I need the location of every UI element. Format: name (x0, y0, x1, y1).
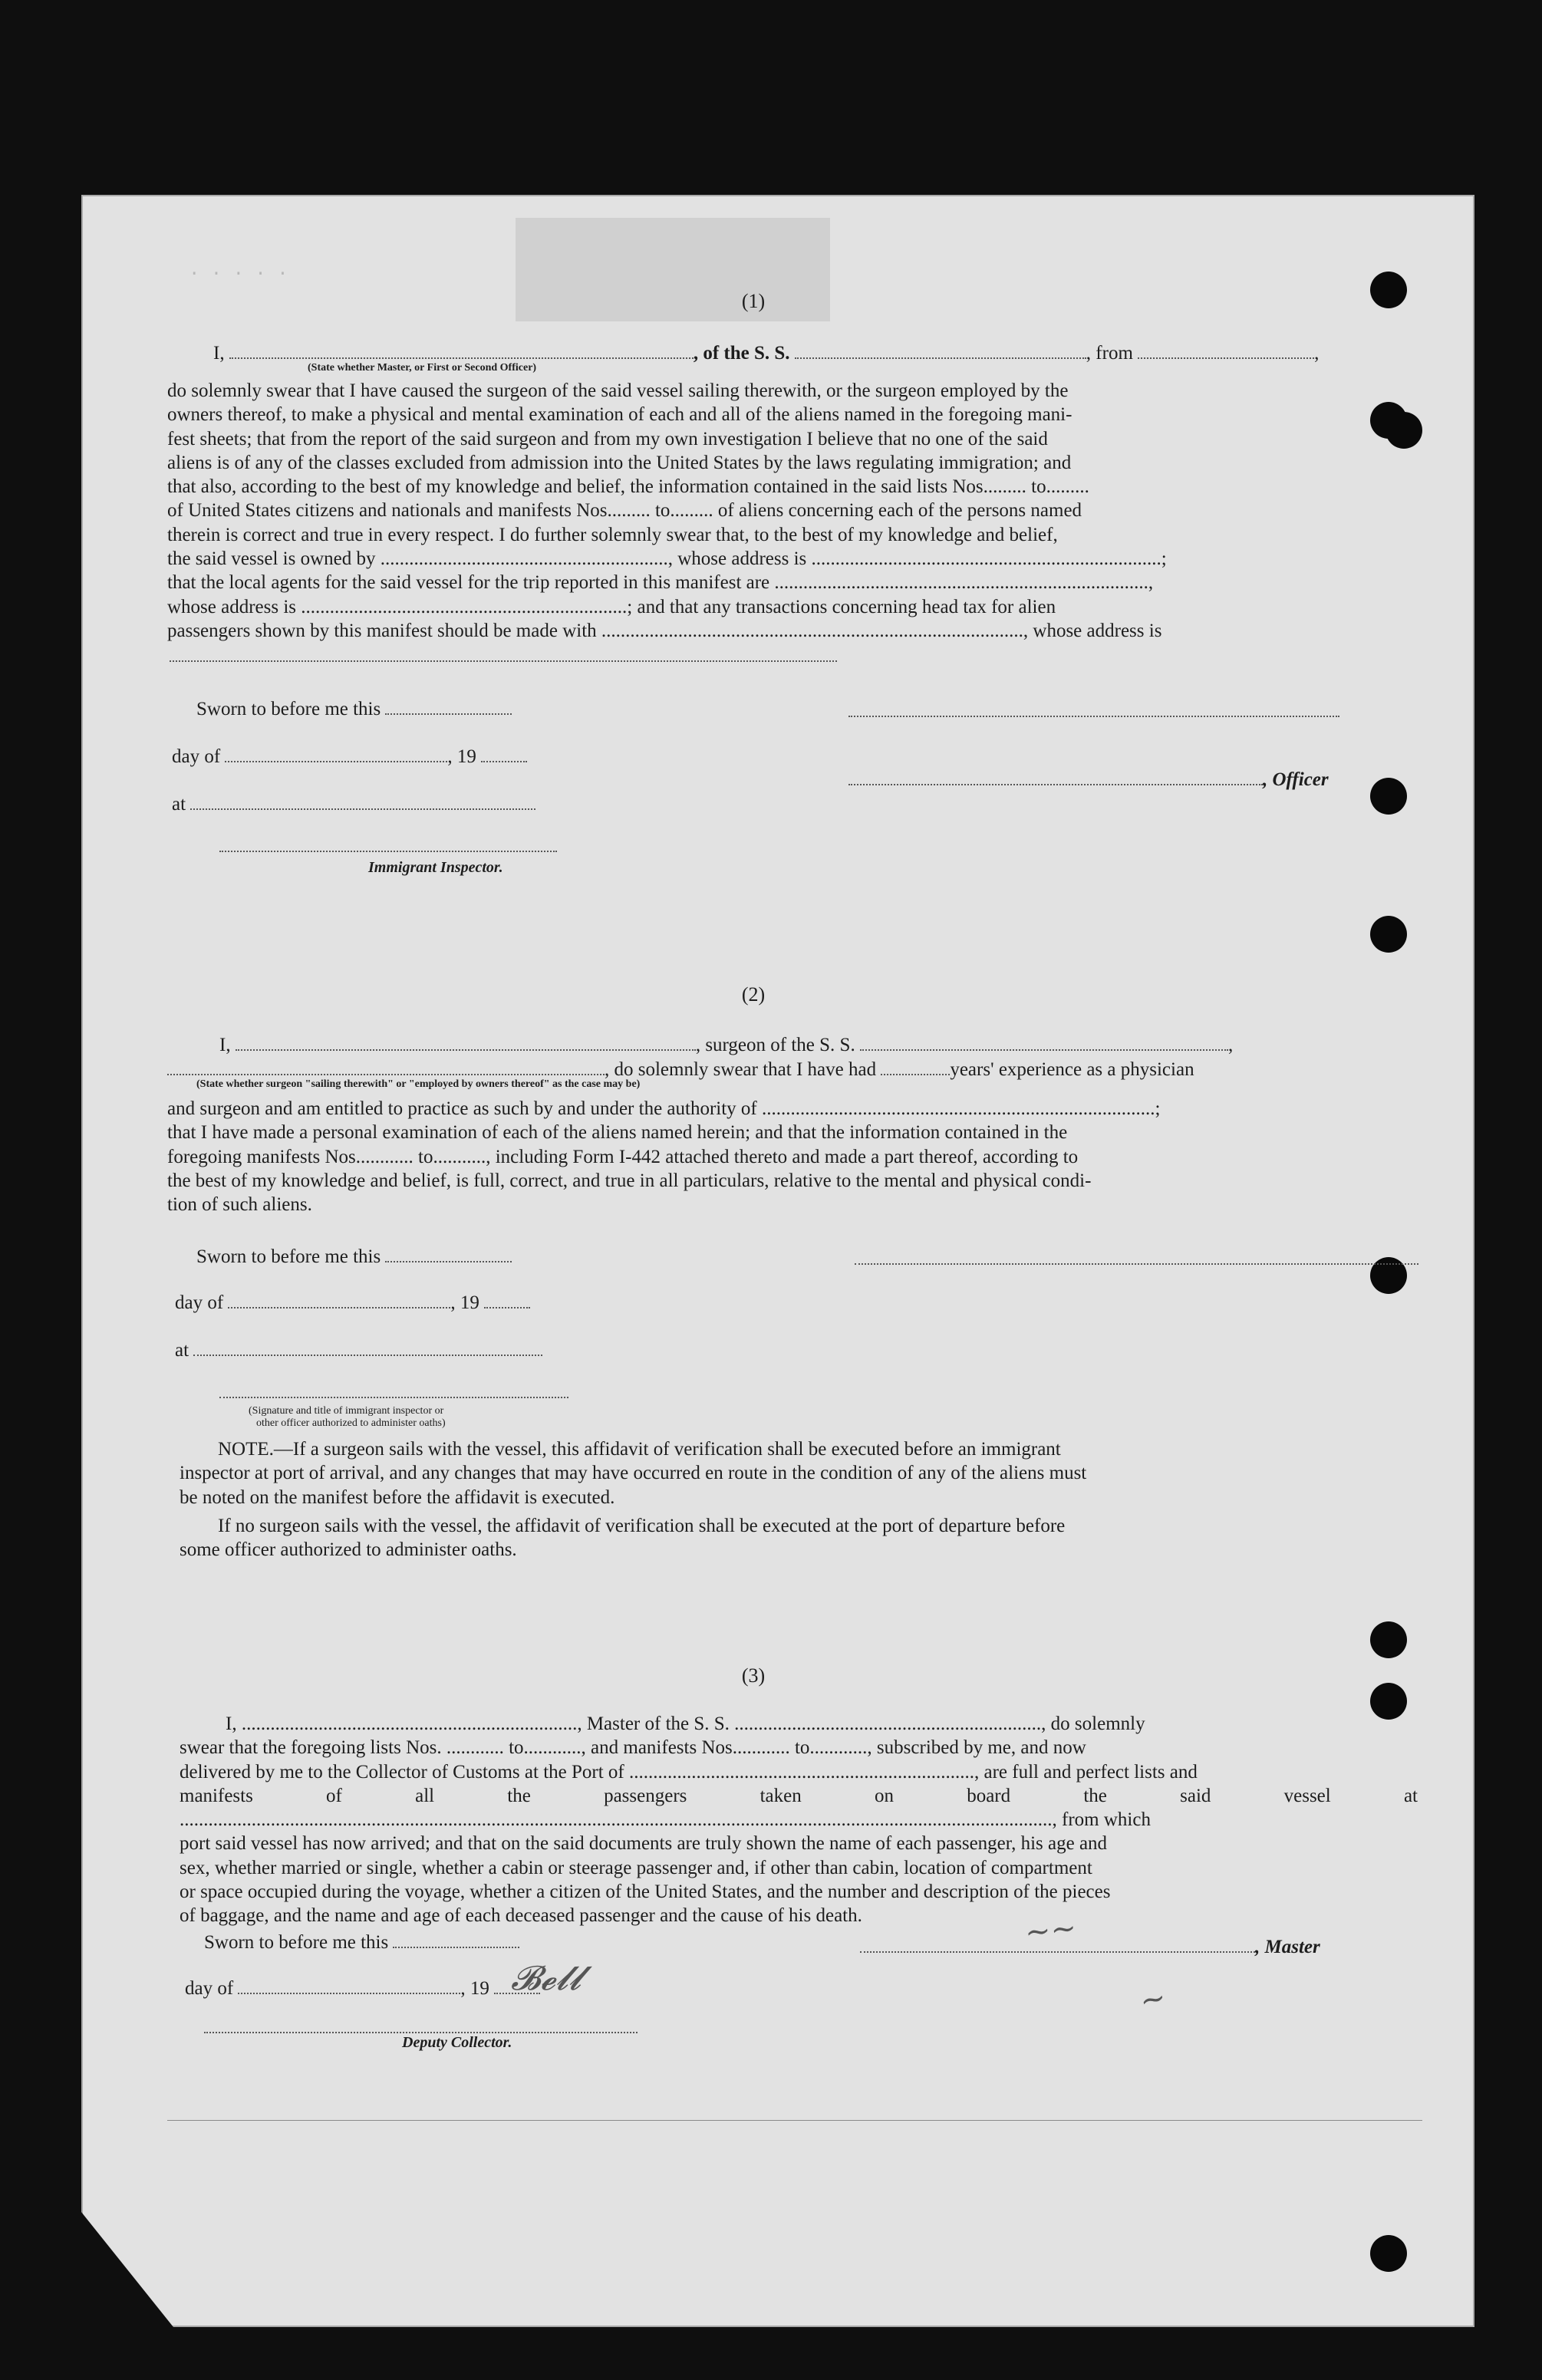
s3-line: I, ......................................................................, Master of the S. S. ................................................................, do solemnly (226, 1713, 1145, 1734)
section-3-number: (3) (741, 1664, 766, 1687)
sworn-label: Sworn to before me this (196, 698, 381, 719)
collector-signature-blank[interactable] (204, 2020, 638, 2033)
inspector-signature-blank[interactable] (219, 839, 557, 852)
s1-sworn (196, 695, 512, 720)
s3-master (860, 1933, 1320, 1958)
from-blank[interactable] (1138, 339, 1314, 359)
section-1-line-1 (213, 339, 1319, 364)
at-label: at (175, 1339, 189, 1361)
s1-line: do solemnly swear that I have caused the surgeon of the said vessel sailing therewith, or the surgeon employed by the (167, 380, 1069, 401)
year-label: , 19 (447, 746, 476, 767)
note2-paragraph (180, 1514, 1418, 1562)
s1-line: whose address is ....................................................................; and that any transactions concerning head tax for alien (167, 596, 1056, 617)
s1-officer (848, 765, 1329, 791)
s1-line: that also, according to the best of my knowledge and belief, the information contained in the said lists Nos......... to......... (167, 476, 1089, 498)
comma: , (1314, 342, 1320, 364)
s3-line: manifests of all the passengers taken on board the said vessel at ......................................................................................................................................................................................, from which (180, 1785, 1418, 1831)
year-blank[interactable] (481, 742, 527, 762)
s2-line: the best of my knowledge and belief, is full, correct, and true in all particulars, relative to the mental and physical condi- (167, 1170, 1092, 1191)
s1-day (172, 742, 527, 768)
s1-line: of United States citizens and nationals and manifests Nos......... to......... of aliens concerning each of the persons named (167, 500, 1082, 522)
s3-line: swear that the foregoing lists Nos. ............ to............, and manifests Nos............ to............, subscribed by me, and now (180, 1737, 1086, 1759)
section-1-number: (1) (741, 290, 766, 312)
s3-line: port said vessel has now arrived; and that on the said documents are truly shown the name of each passenger, his age and (180, 1833, 1108, 1855)
surgeon-type-blank[interactable] (167, 1055, 605, 1075)
at-blank[interactable] (193, 1336, 542, 1356)
s2-sworn (196, 1243, 512, 1268)
text-i: I, (213, 342, 225, 364)
sworn-label: Sworn to before me this (204, 1931, 389, 1953)
sworn-blank[interactable] (393, 1928, 519, 1948)
s1-line: therein is correct and true in every respect. I do further solemnly swear that, to the best of my knowledge and belief, (167, 524, 1058, 545)
note2-line: some officer authorized to administer oaths. (180, 1539, 517, 1561)
note-line: be noted on the manifest before the affidavit is executed. (180, 1486, 615, 1508)
note-paragraph (180, 1437, 1418, 1509)
day-blank[interactable] (228, 1289, 450, 1309)
sworn-label: Sworn to before me this (196, 1246, 381, 1267)
years-label: years' experience as a physician (950, 1058, 1194, 1080)
s2-line: foregoing manifests Nos............ to..........., including Form I-442 attached thereto and made a part thereof, according to (167, 1146, 1079, 1167)
binder-hole (1370, 272, 1407, 308)
torn-corner (81, 2212, 173, 2327)
s1-line: that the local agents for the said vessel for the trip reported in this manifest are .............................................................................., (167, 572, 1154, 594)
text-i: I, (219, 1034, 231, 1055)
deputy-collector-label: Deputy Collector. (402, 2034, 512, 2051)
binder-hole (1370, 778, 1407, 815)
day-blank[interactable] (238, 1974, 460, 1994)
year-label: , 19 (460, 1977, 489, 1999)
officer-signature-blank[interactable] (219, 1385, 568, 1398)
section-1-paragraph (167, 379, 1418, 643)
binder-hole (1370, 916, 1407, 953)
surgeon-of-ss-label: , surgeon of the S. S. (695, 1034, 855, 1055)
section-1-caption: (State whether Master, or First or Second Officer) (308, 362, 537, 374)
vessel-blank[interactable] (795, 339, 1086, 359)
comma: , (1227, 1034, 1234, 1055)
s2-line: tion of such aliens. (167, 1194, 312, 1216)
margin-handwriting: ~ (1136, 1980, 1169, 2020)
section-2-line-1 (219, 1031, 1233, 1056)
s1-line: owners thereof, to make a physical and mental examination of each and all of the aliens named in the foregoing mani- (167, 404, 1072, 426)
section-2-number: (2) (741, 983, 766, 1006)
day-blank[interactable] (225, 742, 447, 762)
margin-handwriting: ~~ (1023, 1910, 1079, 1951)
at-label: at (172, 793, 186, 815)
signature-caption-2: other officer authorized to administer oaths) (256, 1417, 446, 1429)
s3-day (185, 1974, 540, 2000)
officer-blank[interactable] (848, 765, 1263, 785)
day-of-label: day of (185, 1977, 234, 1999)
section-2-paragraph (167, 1097, 1418, 1216)
name-blank[interactable] (229, 339, 694, 359)
manifest-page (81, 195, 1474, 2327)
officer-label: , Officer (1263, 769, 1329, 790)
s3-sworn (204, 1928, 519, 1954)
note-line: inspector at port of arrival, and any changes that may have occurred en route in the condition of any of the aliens must (180, 1463, 1087, 1484)
s2-line: and surgeon and am entitled to practice as such by and under the authority of ..................................................................................; (167, 1098, 1161, 1119)
s2-line: that I have made a personal examination of each of the aliens named herein; and that the information contained in the (167, 1122, 1068, 1144)
of-ss-label: , of the S. S. (693, 342, 790, 364)
master-label: , Master (1255, 1936, 1320, 1957)
years-blank[interactable] (881, 1055, 950, 1075)
binder-hole (1370, 1621, 1407, 1658)
immigrant-inspector-label: Immigrant Inspector. (368, 859, 503, 876)
s3-line: of baggage, and the name and age of each deceased passenger and the cause of his death. (180, 1905, 862, 1927)
s2-day (175, 1289, 530, 1314)
surgeon-vessel-blank[interactable] (860, 1031, 1228, 1051)
note-line: NOTE.—If a surgeon sails with the vessel, this affidavit of verification shall be executed before an immigrant (218, 1439, 1061, 1460)
s3-line: delivered by me to the Collector of Customs at the Port of ........................................................................, are full and perfect lists and (180, 1761, 1198, 1783)
note2-line: If no surgeon sails with the vessel, the affidavit of verification shall be executed at the port of departure before (218, 1516, 1066, 1536)
binder-hole (1370, 2235, 1407, 2272)
from-label: , from (1086, 342, 1133, 364)
year-blank[interactable] (484, 1289, 530, 1309)
s1-line: the said vessel is owned by ............................................................, whose address is .........................................................................; (167, 548, 1167, 570)
s2-at (175, 1336, 542, 1361)
bleed-through-text: · · · · · (189, 264, 288, 285)
surgeon-name-blank[interactable] (236, 1031, 696, 1051)
at-blank[interactable] (190, 790, 535, 810)
swear-label: , do solemnly swear that I have had (605, 1058, 877, 1080)
section-2-line-2 (167, 1055, 1194, 1081)
s3-line: sex, whether married or single, whether a cabin or steerage passenger and, if other than cabin, location of compartment (180, 1857, 1092, 1878)
day-of-label: day of (175, 1292, 224, 1313)
s1-line: fest sheets; that from the report of the said surgeon and from my own investigation I believe that no one of the said (167, 428, 1048, 449)
s1-at (172, 790, 535, 815)
signature-blank-1[interactable] (848, 704, 1339, 717)
collector-signature: 𝓑𝓮𝓵𝓵 (511, 1959, 582, 1998)
year-label: , 19 (450, 1292, 479, 1313)
section-3-paragraph (180, 1712, 1418, 1928)
s1-line: passengers shown by this manifest should be made with ........................................................................................, whose address is (167, 620, 1162, 641)
s3-line: or space occupied during the voyage, whether a citizen of the United States, and the number and description of the pieces (180, 1881, 1111, 1903)
sworn-blank[interactable] (385, 1243, 512, 1262)
whose-address-blank[interactable] (170, 649, 837, 662)
section-2-caption: (State whether surgeon "sailing therewith" or "employed by owners thereof" as the case may be) (196, 1078, 641, 1090)
bottom-rule (167, 2120, 1422, 2121)
s1-line: aliens is of any of the classes excluded from admission into the United States by the laws regulating immigration; and (167, 452, 1072, 473)
sworn-blank[interactable] (385, 695, 512, 715)
signature-caption-1: (Signature and title of immigrant inspector or (249, 1405, 444, 1417)
surgeon-signature-blank[interactable] (855, 1252, 1418, 1265)
day-of-label: day of (172, 746, 221, 767)
